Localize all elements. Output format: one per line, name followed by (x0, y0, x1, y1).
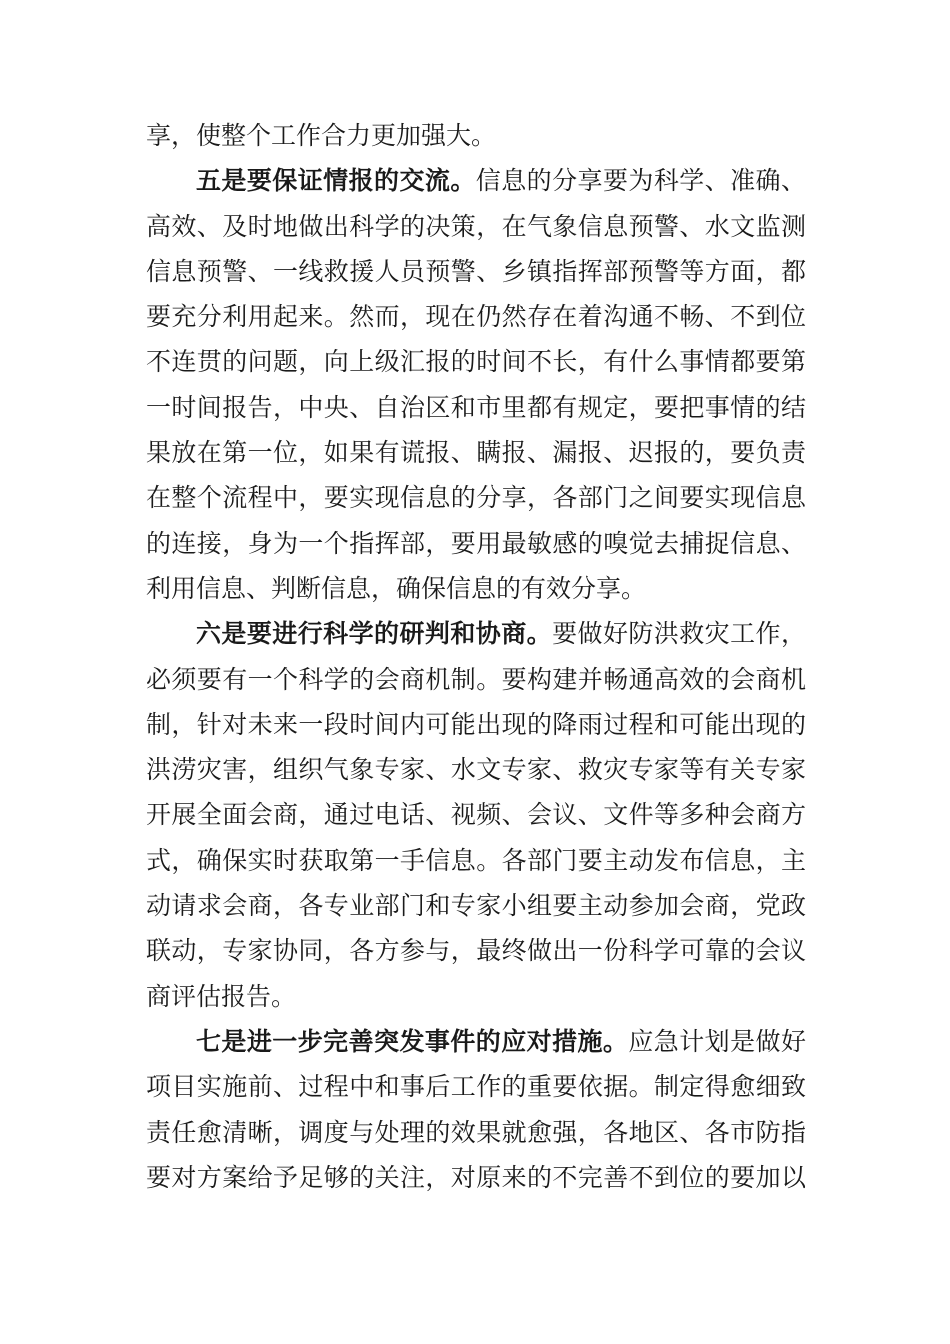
text-line (146, 611, 806, 656)
text-line: 开展全面会商，通过电话、视频、会议、文件等多种会商方 (146, 800, 806, 830)
text-line: 洪涝灾害，组织气象专家、水文专家、救灾专家等有关专家 (146, 755, 806, 785)
text-line: 动请求会商，各专业部门和专家小组要主动参加会商，党政 (146, 891, 806, 921)
text-line: 在整个流程中，要实现信息的分享，各部门之间要实现信息 (146, 483, 806, 513)
text-line: 项目实施前、过程中和事后工作的重要依据。制定得愈细致 (146, 1072, 806, 1102)
text-line: 责任愈清晰，调度与处理的效果就愈强，各地区、各市防指 (146, 1117, 806, 1147)
text-run: 信息的分享要为科学、准确、 (475, 166, 806, 196)
paragraph-five (146, 158, 806, 611)
paragraph-seven (146, 1019, 806, 1200)
paragraph-heading: 五是要保证情报的交流。 (196, 166, 476, 196)
text-line: 不连贯的问题，向上级汇报的时间不长，有什么事情都要第 (146, 347, 806, 377)
text-line: 要充分利用起来。然而，现在仍然存在着沟通不畅、不到位 (146, 302, 806, 332)
text-line (146, 158, 806, 203)
text-line: 联动，专家协同，各方参与，最终做出一份科学可靠的会议 (146, 936, 806, 966)
text-line: 享，使整个工作合力更加强大。 (146, 121, 497, 150)
text-line: 制，针对未来一段时间内可能出现的降雨过程和可能出现的 (146, 709, 806, 739)
text-line: 果放在第一位，如果有谎报、瞒报、漏报、迟报的，要负责 (146, 438, 806, 468)
text-run: 应急计划是做好 (628, 1026, 806, 1056)
text-line: 要对方案给予足够的关注，对原来的不完善不到位的要加以 (146, 1162, 806, 1192)
paragraph-continuation (146, 113, 806, 158)
paragraph-heading: 七是进一步完善突发事件的应对措施。 (196, 1026, 629, 1056)
text-line: 商评估报告。 (146, 981, 297, 1011)
text-line (146, 1019, 806, 1064)
text-line: 的连接，身为一个指挥部，要用最敏感的嗅觉去捕捉信息、 (146, 528, 806, 558)
text-line: 一时间报告，中央、自治区和市里都有规定，要把事情的结 (146, 392, 806, 422)
document-page (146, 113, 806, 1200)
text-line: 信息预警、一线救援人员预警、乡镇指挥部预警等方面，都 (146, 256, 806, 286)
text-line: 必须要有一个科学的会商机制。要构建并畅通高效的会商机 (146, 664, 806, 694)
text-run: 要做好防洪救灾工作， (552, 619, 806, 649)
paragraph-six (146, 611, 806, 1019)
text-line: 利用信息、判断信息，确保信息的有效分享。 (146, 573, 647, 603)
paragraph-heading: 六是要进行科学的研判和协商。 (196, 619, 553, 649)
text-line: 高效、及时地做出科学的决策，在气象信息预警、水文监测 (146, 211, 806, 241)
text-line: 式，确保实时获取第一手信息。各部门要主动发布信息，主 (146, 845, 806, 875)
